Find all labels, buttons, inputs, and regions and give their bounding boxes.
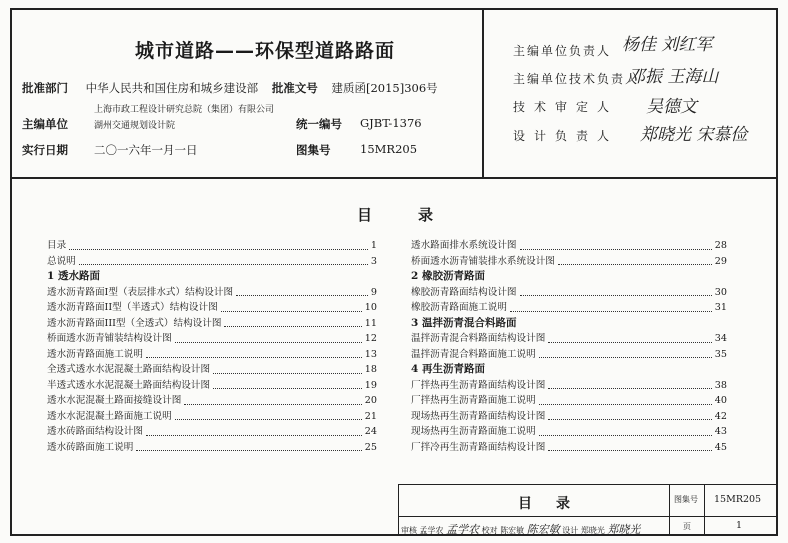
toc-entry-page: 34 xyxy=(714,333,727,344)
toc-leader-dots xyxy=(520,285,712,297)
toc-leader-dots xyxy=(79,254,368,266)
resp-design-signature: 郑晓光 宋慕俭 xyxy=(640,125,748,145)
resp-chief-unit-signature: 杨佳 刘红军 xyxy=(622,35,713,55)
tb-name-left: 目 xyxy=(518,496,532,512)
toc-left-column xyxy=(47,238,377,455)
toc-entry-title: 厂拌热再生沥青路面施工说明 xyxy=(411,395,536,406)
toc-entry[interactable] xyxy=(47,331,377,347)
editor-unit-line2: 湖州交通规划设计院 xyxy=(94,121,176,131)
header-vertical-divider xyxy=(482,8,484,178)
toc-entry-page: 29 xyxy=(714,255,727,267)
tb-checker: 陈宏敏 xyxy=(500,526,525,535)
tb-divider-2 xyxy=(704,484,705,536)
toc-entry-title: 半透式透水水泥混凝土路面结构设计图 xyxy=(47,379,211,391)
toc-entry-title: 温拌沥青混合料路面结构设计图 xyxy=(411,333,546,344)
toc-entry[interactable] xyxy=(47,393,377,409)
toc-entry-title: 橡胶沥青路面结构设计图 xyxy=(411,286,517,298)
toc-entry-title: 透水水泥混凝土路面施工说明 xyxy=(47,410,172,422)
tb-row-divider xyxy=(398,516,778,517)
toc-entry-title: 透水沥青路面III型（全透式）结构设计图 xyxy=(47,317,222,329)
toc-leader-dots xyxy=(236,285,368,297)
toc-leader-dots xyxy=(213,362,362,374)
toc-leader-dots xyxy=(175,331,362,343)
toc-entry-title: 厂拌冷再生沥青路面结构设计图 xyxy=(411,441,546,453)
toc-leader-dots xyxy=(213,378,362,390)
approval-dept-value: 中华人民共和国住房和城乡建设部 xyxy=(85,81,259,95)
toc-entry-title: 透水沥青路面II型（半透式）结构设计图 xyxy=(47,302,218,313)
toc-leader-dots xyxy=(184,393,361,405)
toc-entry-title: 橡胶沥青路面施工说明 xyxy=(411,302,507,313)
toc-leader-dots xyxy=(175,409,362,421)
tb-review-row xyxy=(401,521,640,537)
toc-leader-dots xyxy=(539,347,712,359)
toc-entry-page: 30 xyxy=(714,286,727,298)
toc-entry[interactable] xyxy=(411,347,727,363)
effective-date-value: 二〇一六年一月一日 xyxy=(94,143,198,157)
toc-leader-dots xyxy=(539,393,712,405)
toc-entry-page: 45 xyxy=(714,441,727,453)
toc-entry[interactable] xyxy=(411,440,727,456)
tb-page-label: 页 xyxy=(683,522,691,531)
tb-design-label: 设计 xyxy=(562,526,579,535)
unified-no-label: 统一编号 xyxy=(296,117,342,131)
toc-entry-page: 35 xyxy=(714,348,727,360)
toc-entry-title: 全透式透水水泥混凝土路面结构设计图 xyxy=(47,364,211,375)
tb-check-label: 校对 xyxy=(481,526,498,535)
toc-title-right: 录 xyxy=(418,206,434,224)
toc-entry-page: 25 xyxy=(364,441,377,453)
toc-entry[interactable] xyxy=(411,300,727,316)
toc-entry[interactable] xyxy=(411,285,727,301)
toc-entry-page: 11 xyxy=(364,317,377,329)
toc-entry-title: 透水沥青路面施工说明 xyxy=(47,348,143,360)
resp-review-label: 技术审定人 xyxy=(513,100,619,114)
toc-entry-page: 13 xyxy=(364,348,377,360)
toc-entry[interactable] xyxy=(411,238,727,254)
toc-entry-title: 透水沥青路面I型（表层排水式）结构设计图 xyxy=(47,286,234,298)
toc-entry[interactable] xyxy=(47,254,377,270)
toc-entry-title: 透水砖路面施工说明 xyxy=(47,441,134,453)
toc-leader-dots xyxy=(224,316,361,328)
tb-name-right: 录 xyxy=(556,496,570,512)
resp-tech-signature: 邓振 王海山 xyxy=(628,67,719,87)
toc-entry-title: 现场热再生沥青路面结构设计图 xyxy=(411,410,546,422)
toc-entry[interactable] xyxy=(47,300,377,316)
toc-entry[interactable] xyxy=(47,378,377,394)
toc-entry[interactable] xyxy=(47,362,377,378)
resp-review-signature: 吴德文 xyxy=(646,97,697,117)
toc-entry-title: 温拌沥青混合料路面施工说明 xyxy=(411,348,536,360)
resp-tech-label: 主编单位技术负责人 xyxy=(513,72,640,86)
toc-entry[interactable] xyxy=(47,440,377,456)
tb-reviewer: 孟学农 xyxy=(419,526,444,535)
toc-entry-title: 透水砖路面结构设计图 xyxy=(47,426,143,437)
tb-checker-signature: 陈宏敏 xyxy=(526,523,560,536)
resp-chief-unit-label: 主编单位负责人 xyxy=(513,44,612,58)
toc-entry-page: 3 xyxy=(370,255,377,267)
toc-entry-page: 21 xyxy=(364,410,377,422)
toc-entry-title: 桥面透水沥青铺装结构设计图 xyxy=(47,333,172,344)
toc-title-left: 目 xyxy=(357,206,373,224)
toc-leader-dots xyxy=(539,424,712,436)
toc-entry-page: 40 xyxy=(714,395,727,406)
toc-leader-dots xyxy=(548,409,711,421)
atlas-no-label: 图集号 xyxy=(296,143,331,157)
toc-leader-dots xyxy=(520,238,712,250)
approval-row xyxy=(22,80,438,96)
toc-leader-dots xyxy=(136,440,361,452)
toc-leader-dots xyxy=(548,378,711,390)
toc-entry-title: 现场热再生沥青路面施工说明 xyxy=(411,426,536,437)
editor-unit-label: 主编单位 xyxy=(22,117,68,131)
toc-entry-page: 9 xyxy=(370,286,377,298)
toc-entry-page: 19 xyxy=(364,379,377,391)
toc-entry[interactable] xyxy=(411,424,727,440)
tb-reviewer-signature: 孟学农 xyxy=(446,523,480,536)
toc-leader-dots xyxy=(69,238,368,250)
toc-entry-page: 1 xyxy=(370,240,377,251)
toc-entry[interactable] xyxy=(411,393,727,409)
tb-review-label: 审核 xyxy=(401,526,417,535)
toc-entry-page: 24 xyxy=(364,426,377,437)
toc-entry-page: 43 xyxy=(714,426,727,437)
tb-atlas-value: 15MR205 xyxy=(714,494,762,505)
toc-entry[interactable] xyxy=(47,238,377,254)
toc-right-column xyxy=(411,238,727,455)
approval-dept-label: 批准部门 xyxy=(22,81,68,95)
approval-doc-label: 批准文号 xyxy=(271,81,318,95)
toc-entry-title: 目录 xyxy=(47,240,67,251)
toc-entry-title: 总说明 xyxy=(47,255,76,267)
toc-leader-dots xyxy=(548,331,711,343)
tb-page-value: 1 xyxy=(736,520,743,531)
toc-entry-page: 10 xyxy=(364,302,377,313)
toc-section-heading: 3 温拌沥青混合料路面 xyxy=(411,316,517,329)
header-divider xyxy=(10,177,778,179)
toc-entry[interactable] xyxy=(411,331,727,347)
tb-designer: 郑晓光 xyxy=(580,526,605,535)
unified-no-value: GJBT-1376 xyxy=(360,116,422,130)
toc-entry-page: 28 xyxy=(714,240,727,251)
toc-entry-page: 31 xyxy=(714,302,727,313)
editor-unit-line1: 上海市政工程设计研究总院（集团）有限公司 xyxy=(94,105,275,115)
toc-entry[interactable] xyxy=(47,285,377,301)
toc-entry[interactable] xyxy=(47,409,377,425)
toc-entry[interactable] xyxy=(47,316,377,332)
toc-entry-title: 透水路面排水系统设计图 xyxy=(411,240,517,251)
effective-date-label: 实行日期 xyxy=(22,143,68,157)
toc-entry-title: 厂拌热再生沥青路面结构设计图 xyxy=(411,379,546,391)
toc-leader-dots xyxy=(558,254,712,266)
toc-section-heading: 1 透水路面 xyxy=(47,270,100,282)
tb-divider-1 xyxy=(669,484,670,536)
resp-design-label: 设计负责人 xyxy=(513,129,619,143)
toc-entry[interactable] xyxy=(411,409,727,425)
tb-designer-signature: 郑晓光 xyxy=(607,523,641,536)
toc-entry[interactable] xyxy=(47,424,377,440)
toc-section-heading: 2 橡胶沥青路面 xyxy=(411,270,485,282)
toc-leader-dots xyxy=(510,300,712,312)
toc-entry[interactable] xyxy=(411,254,727,270)
approval-doc-value: 建质函[2015]306号 xyxy=(331,81,438,95)
toc-leader-dots xyxy=(548,440,711,452)
toc-entry-page: 42 xyxy=(714,410,727,422)
toc-entry-page: 12 xyxy=(364,333,377,344)
toc-leader-dots xyxy=(146,347,362,359)
toc-section-heading: 4 再生沥青路面 xyxy=(411,363,485,375)
toc-leader-dots xyxy=(146,424,362,436)
toc-entry-page: 18 xyxy=(364,364,377,375)
toc-entry-title: 桥面透水沥青铺装排水系统设计图 xyxy=(411,255,555,267)
toc-entry-page: 20 xyxy=(364,395,377,406)
atlas-title: 城市道路——环保型道路路面 xyxy=(134,40,395,62)
toc-entry-page: 38 xyxy=(714,379,727,391)
toc-leader-dots xyxy=(221,300,362,312)
tb-atlas-label: 图集号 xyxy=(674,495,698,504)
toc-entry[interactable] xyxy=(47,347,377,363)
toc-entry[interactable] xyxy=(411,378,727,394)
atlas-no-value: 15MR205 xyxy=(360,142,418,156)
toc-entry-title: 透水水泥混凝土路面接缝设计图 xyxy=(47,395,182,406)
